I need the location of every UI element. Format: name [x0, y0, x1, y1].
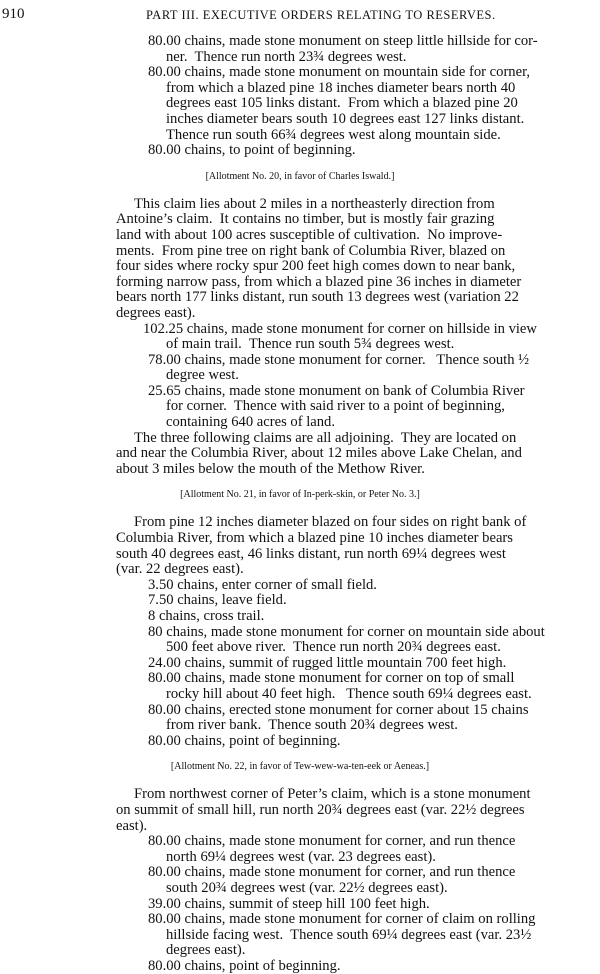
text-line: 80.00 chains, to point of beginning.: [148, 142, 356, 159]
text-line: inches diameter bears south 10 degrees east 127 links distant.: [166, 110, 525, 127]
section-allotment-20: [0, 197, 600, 478]
text-line: degrees east 105 links distant. From which a blazed pine 20: [166, 95, 518, 112]
text-line: 80.00 chains, made stone monument on steep little hillside for cor-: [148, 33, 538, 49]
text-line: ments. From pine tree on right bank of Columbia River, blazed on: [116, 242, 506, 259]
text-line: east).: [116, 817, 148, 834]
text-line: 102.25 chains, made stone monument for corner on hillside in view: [143, 320, 537, 337]
text-line: 80.00 chains, erected stone monument for corner about 15 chains: [148, 701, 529, 718]
text-line: containing 640 acres of land.: [166, 414, 335, 431]
text-line: This claim lies about 2 miles in a northeasterly direction from: [134, 195, 495, 212]
caption-allotment-22: [Allotment No. 22, in favor of Tew-wew-wa-ten-eek or Aeneas.]: [170, 761, 430, 773]
text-line: forming narrow pass, from which a blazed pine 36 inches in diameter: [116, 273, 522, 290]
text-line: From pine 12 inches diameter blazed on four sides on right bank of: [134, 514, 527, 531]
text-line: Antoine’s claim. It contains no timber, but is mostly fair grazing: [116, 211, 495, 228]
text-line: 80.00 chains, made stone monument for corner of claim on rolling: [148, 911, 536, 928]
text-line: (var. 22 degrees east).: [116, 561, 244, 578]
text-line: 80.00 chains, made stone monument for corner on top of small: [148, 670, 515, 687]
page-number: 910: [2, 6, 25, 22]
text-line: Thence run south 66¾ degrees west along mountain side.: [166, 126, 501, 143]
caption-allotment-20: [Allotment No. 20, in favor of Charles Iswald.]: [205, 170, 395, 182]
caption-allotment-21: [Allotment No. 21, in favor of In-perk-skin, or Peter No. 3.]: [180, 489, 420, 501]
text-line: From northwest corner of Peter’s claim, which is a stone monument: [134, 786, 531, 803]
text-line: south 40 degrees east, 46 links distant, run north 69¼ degrees west: [116, 545, 506, 562]
text-line: 80.00 chains, made stone monument for corner, and run thence: [148, 833, 516, 850]
text-line: rocky hill about 40 feet high. Thence south 69¼ degrees east.: [166, 685, 532, 702]
text-line: and near the Columbia River, about 12 miles above Lake Chelan, and: [116, 445, 522, 462]
page-body: [0, 34, 600, 974]
text-line: 8 chains, cross trail.: [148, 608, 265, 624]
section-continued-survey: [0, 34, 600, 159]
text-line: 39.00 chains, summit of steep hill 100 feet high.: [148, 895, 430, 912]
text-line: 500 feet above river. Thence run north 20¾ degrees east.: [166, 639, 501, 656]
text-line: south 20¾ degrees west (var. 22½ degrees east).: [166, 879, 448, 896]
text-line: 80 chains, made stone monument for corner on mountain side about: [148, 623, 545, 640]
text-line: from river bank. Thence south 20¾ degrees west.: [166, 717, 458, 734]
running-title: PART III. EXECUTIVE ORDERS RELATING TO RESERVES.: [146, 8, 496, 22]
text-line: degrees east).: [116, 304, 196, 321]
text-line: 80.00 chains, made stone monument for corner, and run thence: [148, 864, 516, 881]
page-header: [0, 6, 600, 26]
text-line: bears north 177 links distant, run south 13 degrees west (variation 22: [116, 289, 519, 306]
text-line: ner. Thence run north 23¾ degrees west.: [166, 48, 407, 65]
text-line: 80.00 chains, point of beginning.: [148, 732, 341, 749]
text-line: four sides where rocky spur 200 feet high comes down to near bank,: [116, 258, 516, 275]
text-line: Columbia River, from which a blazed pine 10 inches diameter bears: [116, 530, 513, 547]
text-line: degrees east).: [166, 942, 246, 959]
text-line: 78.00 chains, made stone monument for corner. Thence south ½: [148, 351, 530, 368]
text-line: hillside facing west. Thence south 69¼ degrees east (var. 23½: [166, 926, 532, 943]
text-line: from which a blazed pine 18 inches diameter bears north 40: [166, 79, 516, 96]
text-line: on summit of small hill, run north 20¾ degrees east (var. 22½ degrees: [116, 801, 525, 818]
text-line: 7.50 chains, leave field.: [148, 592, 287, 609]
text-line: degree west.: [166, 367, 239, 384]
text-line: 3.50 chains, enter corner of small field.: [148, 576, 377, 593]
text-line: of main trail. Thence run south 5¾ degrees west.: [166, 336, 455, 353]
text-line: land with about 100 acres susceptible of cultivation. No improve-: [116, 226, 503, 243]
text-line: for corner. Thence with said river to a point of beginning,: [166, 398, 505, 415]
text-line: 80.00 chains, point of beginning.: [148, 957, 341, 974]
text-line: The three following claims are all adjoining. They are located on: [134, 429, 517, 446]
section-allotment-22: [0, 787, 600, 974]
text-line: 80.00 chains, made stone monument on mountain side for corner,: [148, 64, 531, 81]
text-line: north 69¼ degrees west (var. 23 degrees east).: [166, 848, 436, 865]
section-allotment-21: [0, 515, 600, 749]
text-line: 25.65 chains, made stone monument on bank of Columbia River: [148, 382, 525, 399]
text-line: about 3 miles below the mouth of the Methow River.: [116, 460, 425, 477]
text-line: 24.00 chains, summit of rugged little mountain 700 feet high.: [148, 654, 507, 671]
